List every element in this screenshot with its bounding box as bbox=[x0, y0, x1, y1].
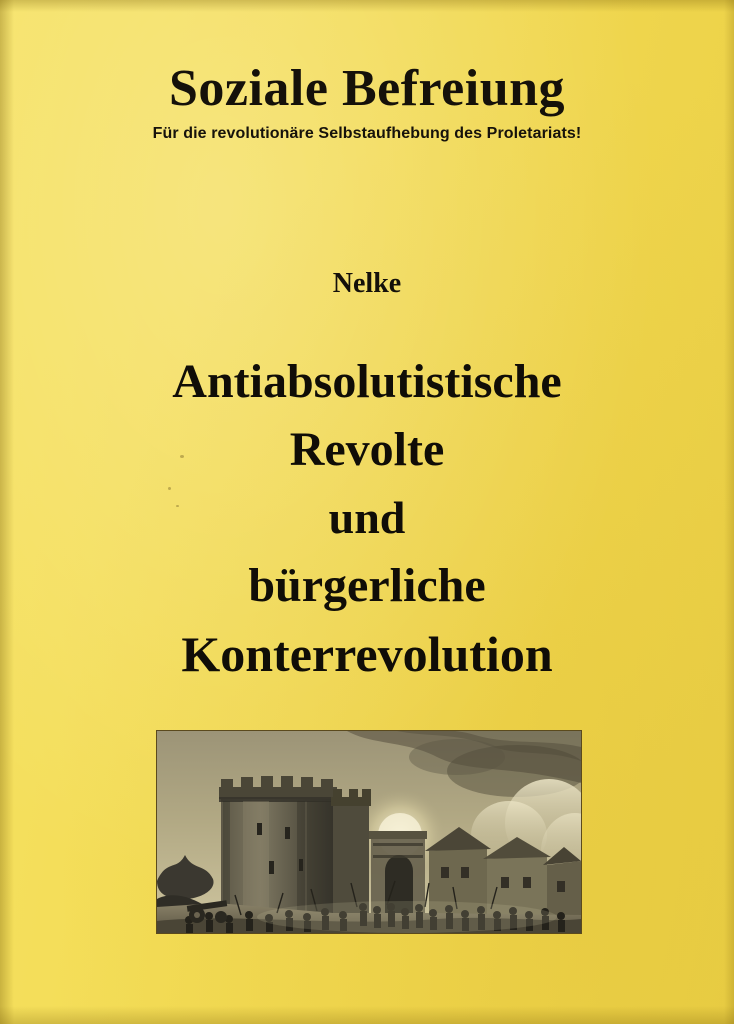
scan-edge-bottom bbox=[0, 1006, 734, 1024]
title-line: Revolte bbox=[289, 423, 445, 476]
publication-title: Soziale Befreiung bbox=[168, 60, 566, 117]
title-line: Antiabsolutistische bbox=[172, 355, 562, 408]
author-name: Nelke bbox=[332, 268, 402, 299]
publication-subtitle: Für die revolutionäre Selbstaufhebung des Proletariats! bbox=[152, 125, 582, 142]
title-line: Konterrevolution bbox=[181, 626, 553, 682]
page-title bbox=[0, 348, 734, 688]
title-line: bürgerliche bbox=[248, 559, 486, 612]
scan-edge-top bbox=[0, 0, 734, 12]
storming-of-the-bastille-illustration bbox=[156, 730, 582, 934]
title-line: und bbox=[328, 492, 406, 543]
masthead bbox=[0, 60, 734, 144]
